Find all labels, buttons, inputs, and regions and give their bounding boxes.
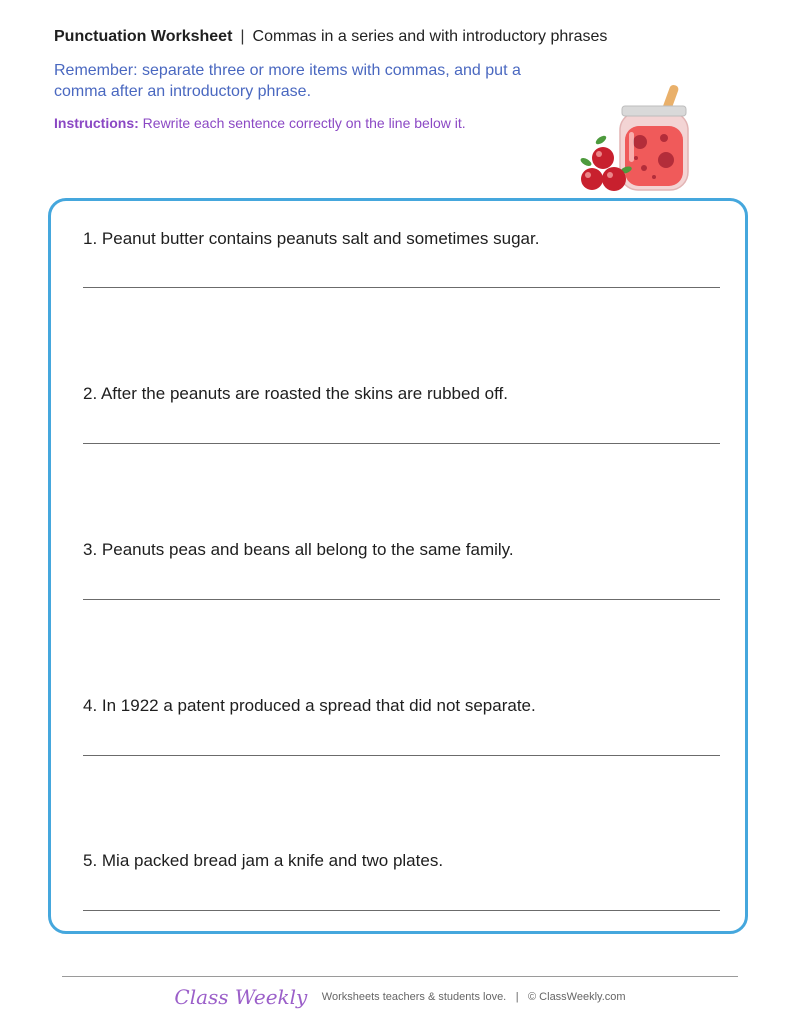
- brand-logo: Class Weekly: [174, 985, 308, 1009]
- remember-note: Remember: separate three or more items with commas, and put a comma after an introductory phrase.: [54, 62, 521, 100]
- footer-tagline: Worksheets teachers & students love.: [321, 991, 507, 1003]
- question-text: 3. Peanuts peas and beans all belong to the same family.: [83, 540, 514, 559]
- answer-line[interactable]: [83, 755, 720, 756]
- page-header: [54, 28, 607, 46]
- instructions-text: Rewrite each sentence correctly on the line below it.: [142, 115, 466, 131]
- question-item: [83, 229, 723, 249]
- question-item: [83, 384, 723, 404]
- worksheet-subtitle: Commas in a series and with introductory phrases: [252, 28, 608, 45]
- answer-line[interactable]: [83, 910, 720, 911]
- question-text: 5. Mia packed bread jam a knife and two plates.: [83, 851, 444, 870]
- question-text: 2. After the peanuts are roasted the skins are rubbed off.: [83, 384, 508, 403]
- header-separator: |: [240, 28, 245, 45]
- question-item: [83, 851, 723, 871]
- answer-line[interactable]: [83, 287, 720, 288]
- answer-line[interactable]: [83, 443, 720, 444]
- page-footer: [0, 985, 800, 1009]
- worksheet-title: Punctuation Worksheet: [54, 28, 233, 45]
- footer-divider: [62, 976, 738, 977]
- footer-separator: |: [515, 991, 519, 1003]
- answer-line[interactable]: [83, 599, 720, 600]
- instructions: [54, 115, 466, 131]
- question-item: [83, 696, 723, 716]
- footer-copyright: © ClassWeekly.com: [528, 991, 626, 1003]
- question-item: [83, 540, 723, 560]
- jam-jar-with-berries-icon: [578, 82, 690, 194]
- question-text: 1. Peanut butter contains peanuts salt and sometimes sugar.: [83, 229, 540, 248]
- questions-box: [48, 198, 748, 934]
- question-text: 4. In 1922 a patent produced a spread that did not separate.: [83, 696, 536, 715]
- instructions-label: Instructions:: [54, 115, 139, 131]
